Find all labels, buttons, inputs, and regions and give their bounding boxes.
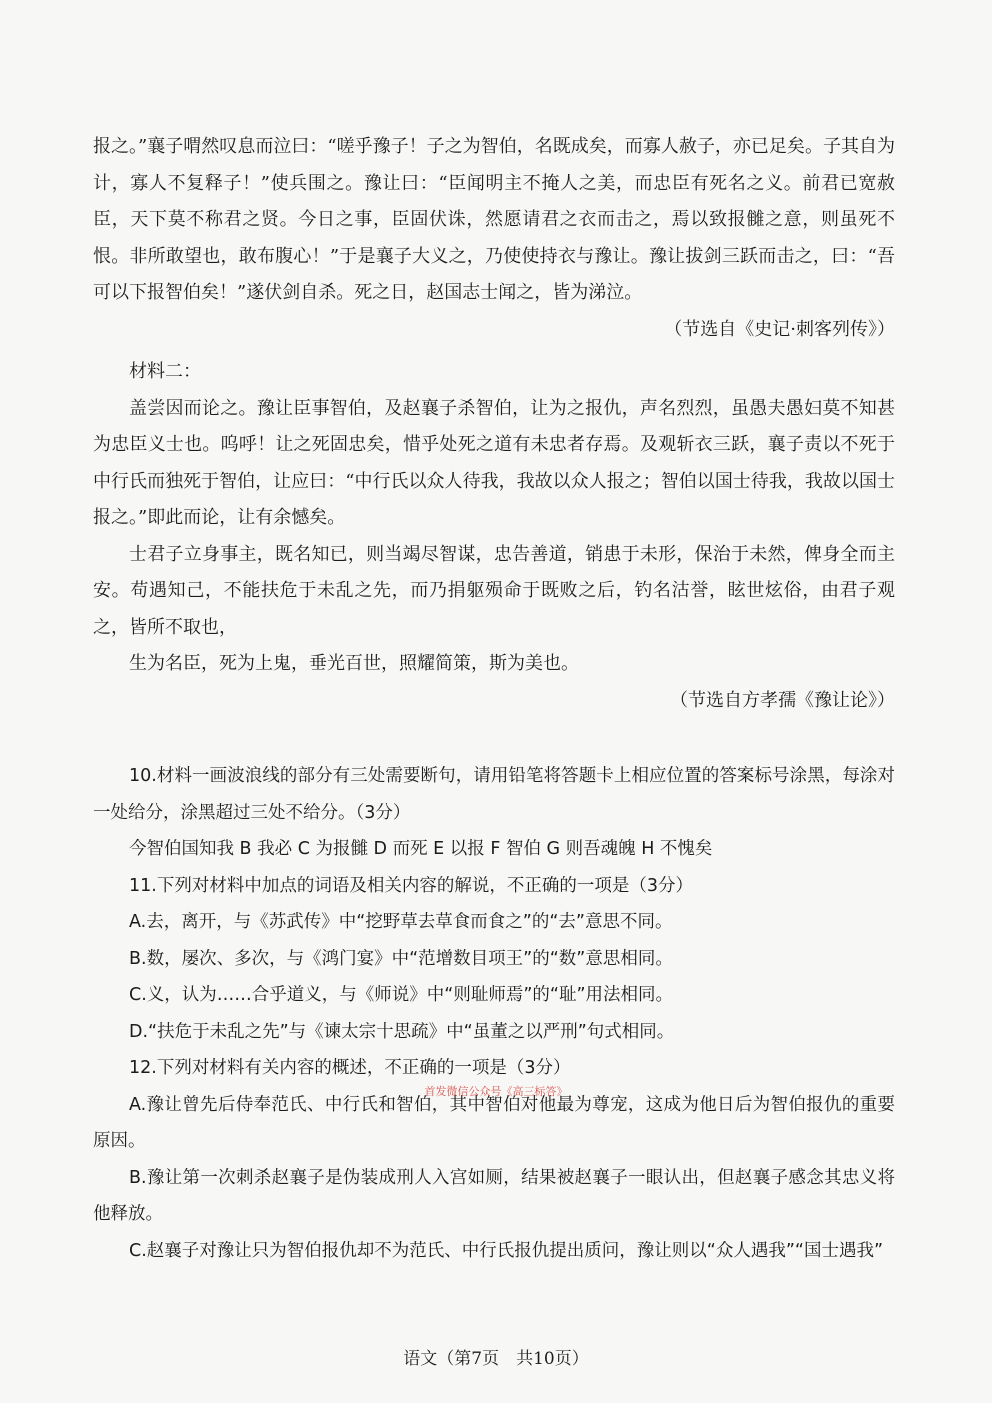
material-two-paragraph-2: 士君子立身事主，既名知已，则当竭尽智谋，忠告善道，销患于未形，保治于未然，俾身全而主安。苟遇知己，不能扶危于未乱之先，而乃捐躯殒命于既败之后，钓名沽誉，眩世炫俗，由君子观之，皆所不取也， [93, 543, 895, 638]
material-two [93, 354, 895, 719]
page-footer: 语文（第7页 共10页） [403, 1349, 589, 1369]
question-10-prompt: 10.材料一画波浪线的部分有三处需要断句，请用铅笔将答题卡上相应位置的答案标号涂黑，每涂对一处给分，涂黑超过三处不给分。（3分） [93, 766, 895, 823]
question-11-option-a: A.去，离开，与《苏武传》中“挖野草去草食而食之”的“去”意思不同。 [129, 912, 673, 932]
material-two-paragraph-1: 盖尝因而论之。豫让臣事智伯，及赵襄子杀智伯，让为之报仇，声名烈烈，虽愚夫愚妇莫不知甚为忠臣义士也。呜呼！让之死固忠矣，惜乎处死之道有未忠者存焉。及观斩衣三跃，襄子责以不死于中行氏而独死于智伯，让应曰：“中行氏以众人待我，我故以众人报之；智伯以国士待我，我故以国士报之。”即此而论，让有余憾矣。 [93, 397, 895, 528]
material-one-source: （节选自《史记·刺客列传》） [664, 318, 895, 340]
question-12-option-b: B.豫让第一次刺杀赵襄子是伪装成刑人入宫如厕，结果被赵襄子一眼认出，但赵襄子感念其忠义将他释放。 [93, 1167, 895, 1224]
question-11-option-d: D.“扶危于未乱之先”与《谏太宗十思疏》中“虽董之以严刑”句式相同。 [129, 1021, 675, 1042]
question-11-option-c: C.义，认为……合乎道义，与《师说》中“则耻师焉”的“耻”用法相同。 [129, 985, 674, 1005]
question-12-prompt: 12.下列对材料有关内容的概述，不正确的一项是（3分） [129, 1058, 571, 1078]
question-12-option-a: A.豫让曾先后侍奉范氏、中行氏和智伯，其中智伯对他最为尊宠，这成为他日后为智伯报仇的重要原因。 [93, 1094, 895, 1151]
material-two-heading: 材料二： [129, 361, 201, 382]
question-10-sentence: 今智伯国知我 B 我必 C 为报雠 D 而死 E 以报 F 智伯 G 则吾魂魄 H 不愧矣 [129, 839, 713, 859]
watermark: 首发微信公众号《高三标答》 [424, 1085, 568, 1098]
questions [93, 758, 895, 1269]
material-one-paragraph: 报之。”襄子喟然叹息而泣曰：“嗟乎豫子！子之为智伯，名既成矣，而寡人赦子，亦已足矣。子其自为计，寡人不复释子！”使兵围之。豫让曰：“臣闻明主不掩人之美，而忠臣有死名之义。前君已宽赦臣，天下莫不称君之贤。今日之事，臣固伏诛，然愿请君之衣而击之，焉以致报雠之意，则虽死不恨。非所敢望也，敢布腹心！”于是襄子大义之，乃使使持衣与豫让。豫让拔剑三跃而击之，曰：“吾可以下报智伯矣！”遂伏剑自杀。死之日，赵国志士闻之，皆为涕泣。 [93, 136, 895, 303]
question-11-option-b: B.数，屡次、多次，与《鸿门宴》中“范增数目项王”的“数”意思相同。 [129, 948, 673, 969]
question-11-prompt: 11.下列对材料中加点的词语及相关内容的解说，不正确的一项是（3分） [129, 875, 693, 896]
material-two-paragraph-3: 生为名臣，死为上鬼，垂光百世，照耀简策，斯为美也。 [129, 653, 579, 674]
material-two-source: （节选自方孝孺《豫让论》） [670, 689, 895, 711]
question-12-option-c: C.赵襄子对豫让只为智伯报仇却不为范氏、中行氏报仇提出质问，豫让则以“众人遇我”“国士遇我” [129, 1240, 884, 1261]
material-one-tail [93, 129, 895, 348]
